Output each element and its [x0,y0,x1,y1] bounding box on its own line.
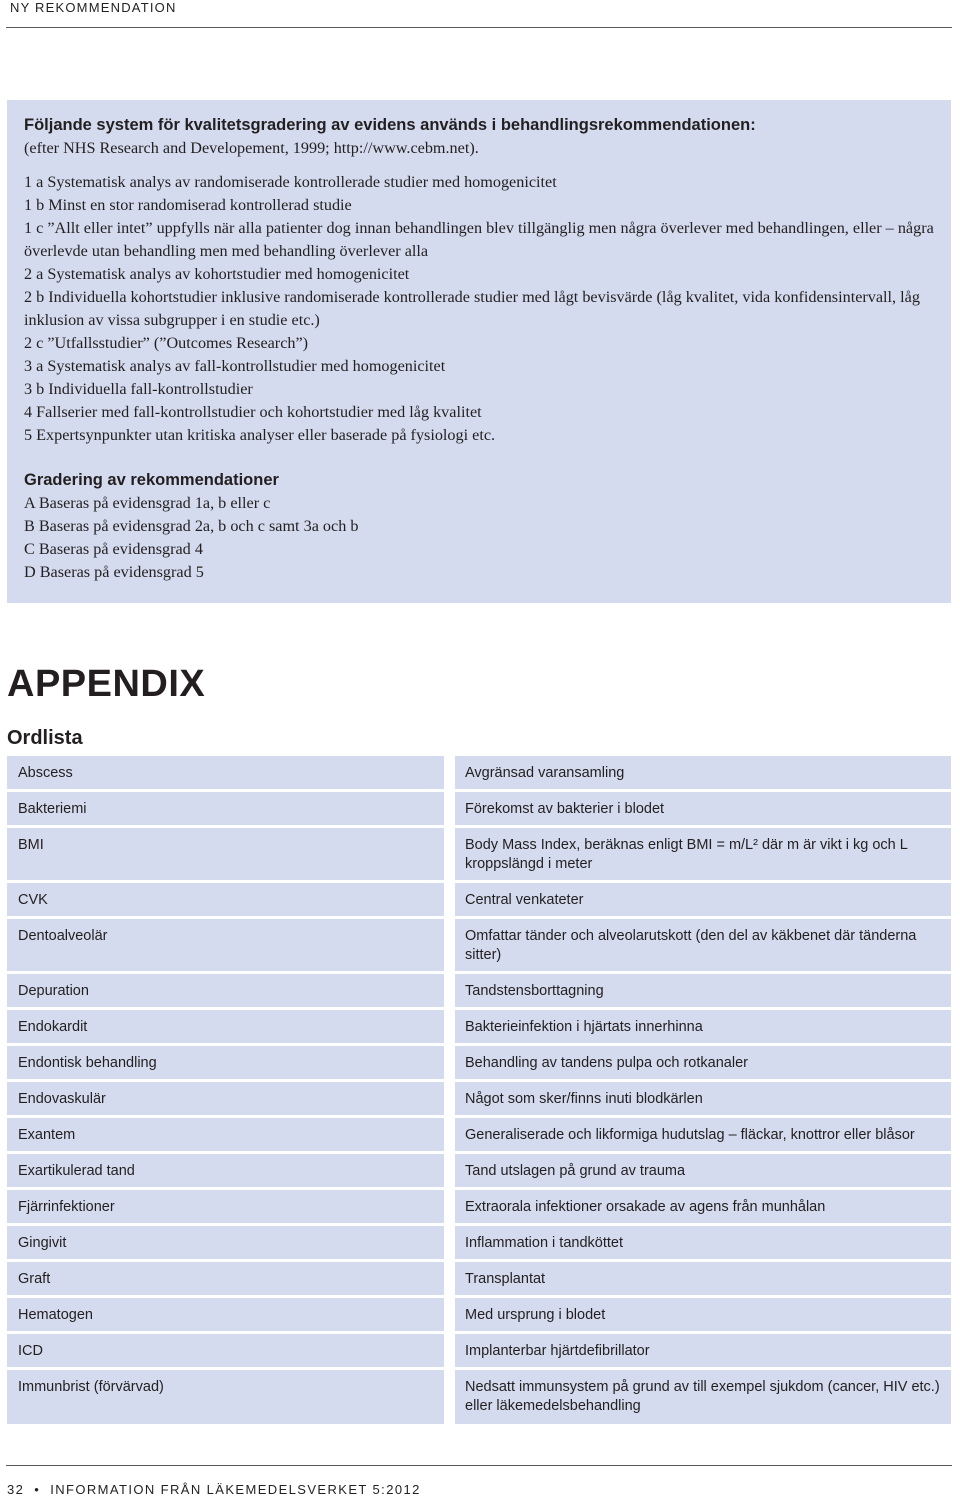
glossary-definition: Body Mass Index, beräknas enligt BMI = m/L² där m är vikt i kg och L kroppslängd i meter [455,828,951,883]
glossary-row [7,1046,951,1082]
glossary-row [7,1154,951,1190]
page-number: 32 [7,1482,25,1497]
evidence-level-item: 1 c ”Allt eller intet” uppfylls när alla patienter dog innan behandlingen blev tillgänglig men några överlever med behandlingen, eller – några överlevde utan behandling men med behandling överlever alla [24,219,934,260]
evidence-level-item: 2 a Systematisk analys av kohortstudier med homogenicitet [24,265,410,283]
glossary-row [7,756,951,792]
glossary-definition: Nedsatt immunsystem på grund av till exempel sjukdom (cancer, HIV etc.) eller läkemedelsbehandling [455,1370,951,1427]
glossary-definition: Med ursprung i blodet [455,1298,951,1334]
grade-item: B Baseras på evidensgrad 2a, b och c samt 3a och b [24,517,359,535]
glossary-row [7,883,951,919]
glossary-term: Exartikulerad tand [7,1154,455,1190]
glossary-term: ICD [7,1334,455,1370]
glossary-definition: Omfattar tänder och alveolarutskott (den del av käkbenet där tänderna sitter) [455,919,951,974]
footer-divider [6,1465,952,1466]
glossary-definition: Central venkateter [455,883,951,919]
glossary-term: Dentoalveolär [7,919,455,974]
glossary-term: Endokardit [7,1010,455,1046]
glossary-definition: Något som sker/finns inuti blodkärlen [455,1082,951,1118]
glossary-definition: Bakterieinfektion i hjärtats innerhinna [455,1010,951,1046]
grading-heading: Gradering av rekommendationer [24,471,279,489]
glossary-definition: Behandling av tandens pulpa och rotkanaler [455,1046,951,1082]
page-footer [7,1482,421,1497]
glossary-row [7,919,951,974]
glossary-definition: Förekomst av bakterier i blodet [455,792,951,828]
glossary-definition: Avgränsad varansamling [455,756,951,792]
glossary-title: Ordlista [7,727,83,749]
grade-item: D Baseras på evidensgrad 5 [24,563,204,581]
glossary-row [7,1334,951,1370]
glossary-definition: Tand utslagen på grund av trauma [455,1154,951,1190]
evidence-level-list [24,171,935,447]
publication-name: INFORMATION FRÅN LÄKEMEDELSVERKET 5:2012 [50,1482,421,1497]
evidence-level-item: 1 b Minst en stor randomiserad kontrollerad studie [24,196,352,214]
glossary-definition: Extraorala infektioner orsakade av agens från munhålan [455,1190,951,1226]
header-divider [6,27,952,28]
glossary-row [7,1010,951,1046]
footer-separator: • [34,1482,41,1497]
glossary-term: Graft [7,1262,455,1298]
glossary-term: Bakteriemi [7,792,455,828]
glossary-row [7,974,951,1010]
glossary-definition: Implanterbar hjärtdefibrillator [455,1334,951,1370]
glossary-definition: Generaliserade och likformiga hudutslag – fläckar, knottror eller blåsor [455,1118,951,1154]
glossary-term: BMI [7,828,455,883]
running-header: NY REKOMMENDATION [10,0,177,15]
glossary-term: Gingivit [7,1226,455,1262]
glossary-term: CVK [7,883,455,919]
evidence-level-item: 4 Fallserier med fall-kontrollstudier och kohortstudier med låg kvalitet [24,403,482,421]
grade-item: A Baseras på evidensgrad 1a, b eller c [24,494,271,512]
glossary-term: Depuration [7,974,455,1010]
evidence-box-source: (efter NHS Research and Developement, 1999; http://www.cebm.net). [24,139,479,157]
glossary-term: Abscess [7,756,455,792]
appendix-title: APPENDIX [7,663,206,705]
glossary-definition: Tandstensborttagning [455,974,951,1010]
glossary-table [7,756,951,1427]
glossary-term: Endontisk behandling [7,1046,455,1082]
grade-item: C Baseras på evidensgrad 4 [24,540,203,558]
glossary-row [7,828,951,883]
evidence-level-item: 3 b Individuella fall-kontrollstudier [24,380,253,398]
evidence-level-item: 2 c ”Utfallsstudier” (”Outcomes Research”) [24,334,309,352]
glossary-row [7,1370,951,1427]
glossary-row [7,1190,951,1226]
glossary-row [7,1118,951,1154]
evidence-box-heading: Följande system för kvalitetsgradering av evidens används i behandlingsrekommendationen: [24,116,756,134]
evidence-level-item: 2 b Individuella kohortstudier inklusive randomiserade kontrollerade studier med lågt bevisvärde (låg kvalitet, vida konfidensintervall, låg inklusion av vissa subgrupper i en studie etc.) [24,288,920,329]
glossary-body [7,756,951,1427]
glossary-term: Endovaskulär [7,1082,455,1118]
glossary-definition: Transplantat [455,1262,951,1298]
glossary-row [7,1082,951,1118]
evidence-level-item: 3 a Systematisk analys av fall-kontrollstudier med homogenicitet [24,357,446,375]
evidence-level-item: 5 Expertsynpunkter utan kritiska analyser eller baserade på fysiologi etc. [24,426,496,444]
glossary-term: Exantem [7,1118,455,1154]
glossary-row [7,1226,951,1262]
evidence-level-item: 1 a Systematisk analys av randomiserade kontrollerade studier med homogenicitet [24,173,557,191]
evidence-grading-box [7,100,951,603]
glossary-definition: Inflammation i tandköttet [455,1226,951,1262]
glossary-term: Fjärrinfektioner [7,1190,455,1226]
glossary-row [7,1298,951,1334]
glossary-row [7,792,951,828]
glossary-term: Immunbrist (förvärvad) [7,1370,455,1427]
glossary-row [7,1262,951,1298]
grade-list [24,492,935,584]
glossary-term: Hematogen [7,1298,455,1334]
